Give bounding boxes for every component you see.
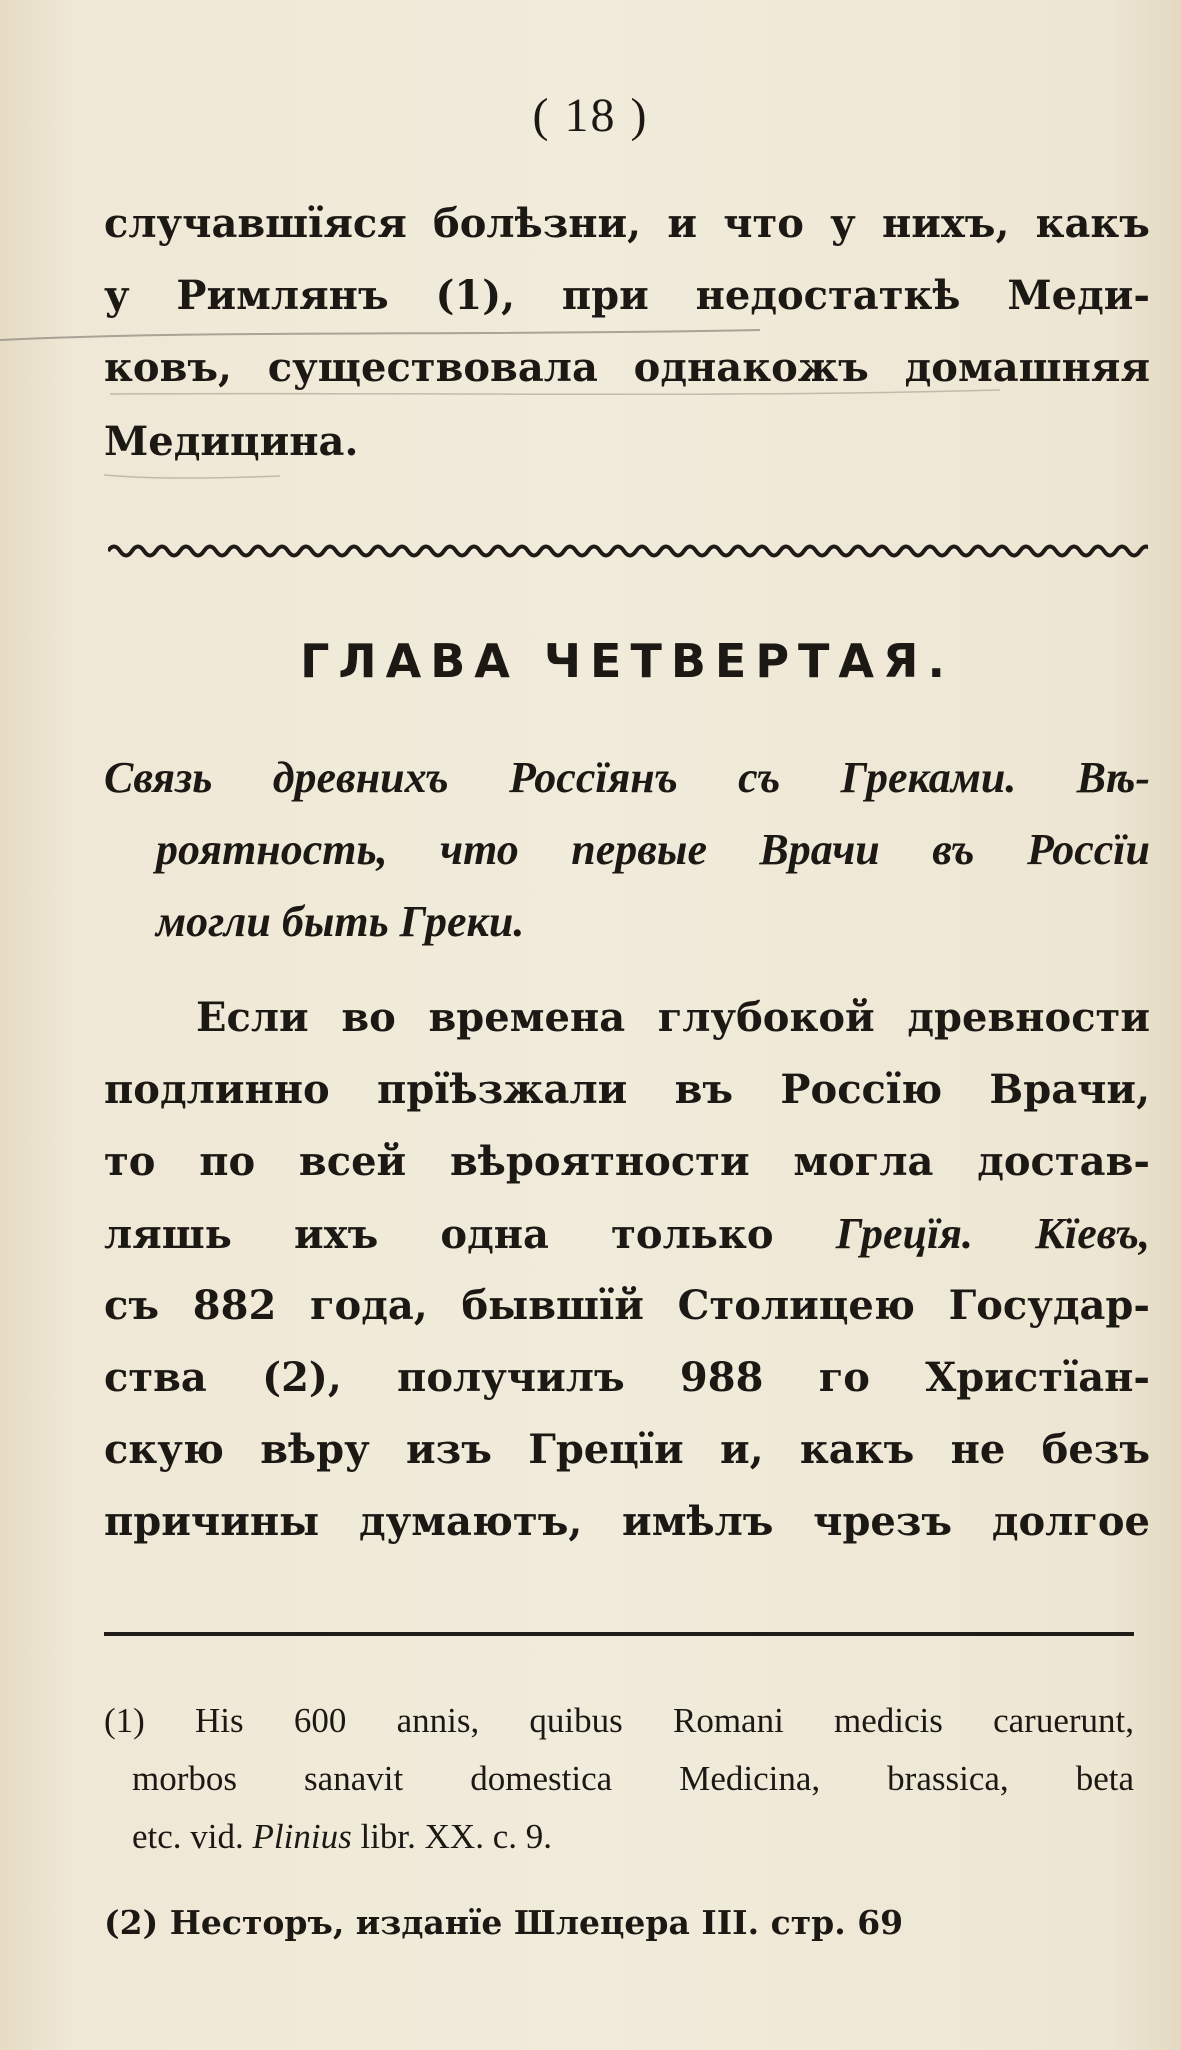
text-line: у Римлянъ (1), при недостаткѣ Меди- [104, 272, 1150, 319]
italic-word-greece: Грецїя. [835, 1209, 973, 1258]
footnote-italic-author: Plinius [252, 1817, 352, 1856]
chapter-subtitle-line: роятность, что первые Врачи въ Россїи [156, 825, 1150, 874]
text-line: причины думаютъ, имѣлъ чрезъ долгое [104, 1498, 1150, 1545]
italic-word-kiev: Кїевъ, [1035, 1209, 1150, 1258]
chapter-subtitle-line: могли быть Греки. [156, 897, 525, 946]
text-segment: ляшь ихъ одна только [104, 1211, 774, 1258]
footnote-text: libr. XX. c. 9. [360, 1817, 552, 1856]
footnote-marker: (2) [104, 1903, 159, 1942]
footnote-text: Несторъ, изданїе Шлецера III. стр. 69 [169, 1903, 904, 1942]
footnote-text: His 600 annis, quibus Romani medicis caruerunt, [195, 1701, 1134, 1740]
footnote-1-line [104, 1696, 1134, 1746]
wavy-ornament-divider [108, 540, 1148, 562]
chapter-heading: ГЛАВА ЧЕТВЕРТАЯ. [300, 634, 954, 688]
chapter-subtitle-line: Связь древнихъ Россїянъ съ Греками. Вѣ- [104, 753, 1150, 802]
footnote-1-line: morbos sanavit domestica Medicina, brassica, beta [132, 1759, 1134, 1798]
text-line: ства (2), получилъ 988 го Христїан- [104, 1354, 1150, 1401]
footnote-2-line [104, 1898, 1134, 1948]
text-line: ковъ, существовала однакожъ домашняя [104, 344, 1150, 391]
footnote-marker: (1) [104, 1701, 145, 1740]
page-number: ( 18 ) [532, 89, 649, 142]
text-line: скую вѣру изъ Грецїи и, какъ не безъ [104, 1426, 1150, 1473]
footnote-text: etc. vid. [132, 1817, 244, 1856]
text-line: съ 882 года, бывшїй Столицею Государ- [104, 1282, 1150, 1329]
text-line-with-italics [104, 1206, 1150, 1263]
footnote-1-line [132, 1812, 1134, 1862]
text-line: подлинно прїѣзжали въ Россїю Врачи, [104, 1066, 1150, 1113]
text-line: Медицина. [104, 418, 359, 465]
text-line: Если во времена глубокой древности [196, 994, 1150, 1041]
footnote-separator-rule [104, 1632, 1134, 1636]
text-line: то по всей вѣроятности могла достав- [104, 1138, 1150, 1185]
text-line: случавшїяся болѣзни, и что у нихъ, какъ [104, 200, 1150, 247]
